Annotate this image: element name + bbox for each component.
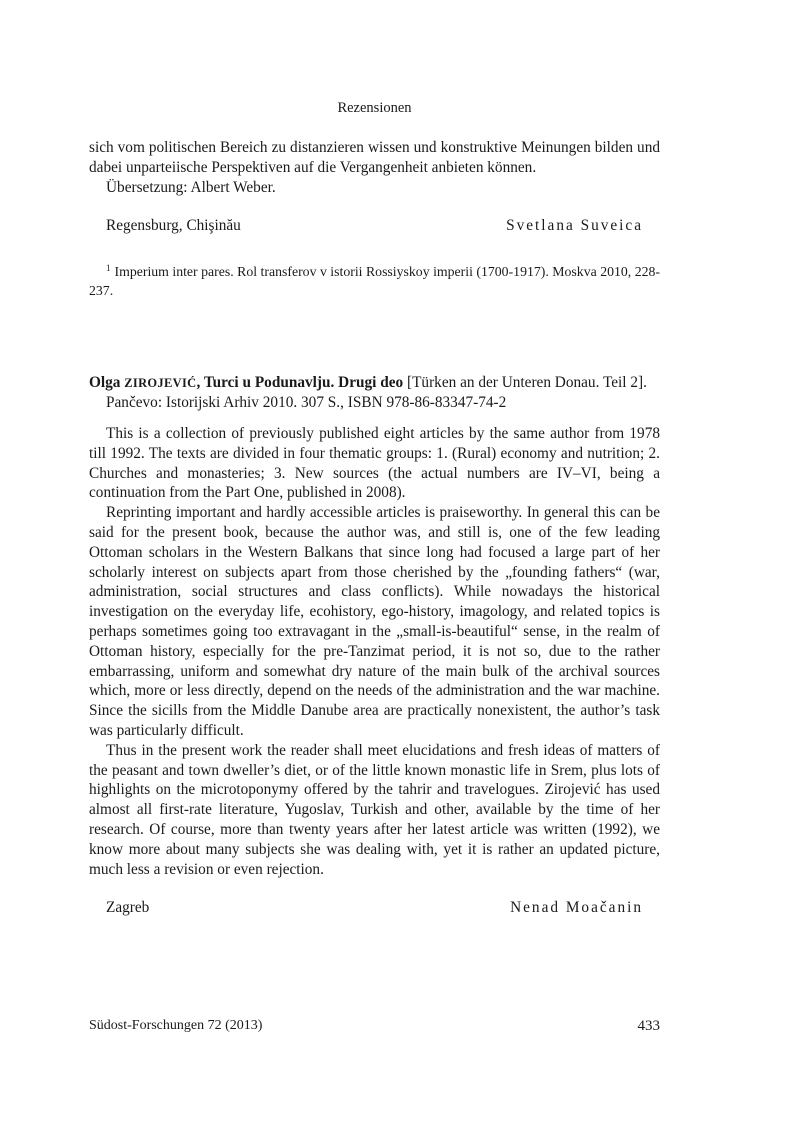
book-title: , Turci u Podunavlju. Drugi deo bbox=[196, 374, 404, 391]
book-imprint: Pančevo: Istorijski Arhiv 2010. 307 S., ISBN 978-86-83347-74-2 bbox=[106, 394, 507, 411]
review-1-body bbox=[89, 138, 660, 197]
review-2-paragraph-2: Reprinting important and hardly accessible articles is praiseworthy. In general this can be said for the present book, because the author was, and still is, one of the few leading Ottoman scholars in the Western Balkans that since long had focused a large part of her scholarly interest on subjects apart from those cherished by the „founding fathers“ (war, administration, social structures and class conflicts). While nowadays the historical investigation on the everyday life, ecohistory, ego-history, imagology, and related topics is perhaps sometimes going too extravagant in the „small-is-beautiful“ sense, in the realm of Ottoman history, especially for the pre-Tanzimat period, it is not so, due to the rather embarrassing, uniform and somewhat dry nature of the main bulk of the archival sources which, more or less directly, depend on the needs of the administration and the war machine. Since the sicills from the Middle Danube area are practically nonexistent, the author’s task was particularly difficult. bbox=[89, 504, 660, 739]
running-head: Rezensionen bbox=[337, 100, 412, 116]
page-number: 433 bbox=[637, 1018, 660, 1034]
review-2-heading bbox=[89, 373, 660, 413]
footnote bbox=[89, 259, 660, 300]
review-1-paragraph: sich vom politischen Bereich zu distanzieren wissen und konstruktive Meinungen bilden und dabei unparteiische Perspektiven auf die Vergangenheit anbieten können. bbox=[89, 139, 660, 176]
review-2-reviewer: Nenad Moačanin bbox=[510, 899, 643, 916]
review-2-paragraph-1: This is a collection of previously published eight articles by the same author from 1978 till 1992. The texts are divided in four thematic groups: 1. (Rural) economy and nutrition; 2. Churches and monasteries; 3. New sources (the actual numbers are IV–VI, being a continuation from the Part One, published in 2008). bbox=[89, 425, 660, 502]
review-1-author: Svetlana Suveica bbox=[506, 217, 643, 234]
translator-note: Übersetzung: Albert Weber. bbox=[106, 178, 276, 196]
book-title-translation: [Türken an der Unteren Donau. Teil 2]. bbox=[403, 374, 647, 391]
review-2-place: Zagreb bbox=[106, 899, 150, 916]
review-2-body bbox=[89, 424, 660, 879]
journal-citation: Südost-Forschungen 72 (2013) bbox=[89, 1018, 263, 1033]
review-2-paragraph-3: Thus in the present work the reader shall meet elucidations and fresh ideas of matters of the peasant and town dweller’s diet, or of the little known monastic life in Srem, plus lots of highlights on the microtoponymy offered by the tahrir and travelogues. Zirojević has used almost all first-rate literature, Yugoslav, Turkish and other, available by the time of her research. Of course, more than twenty years after her latest article was written (1992), we know more about many subjects she was dealing with, yet it is rather an updated picture, much less a revision or even rejection. bbox=[89, 741, 660, 878]
page bbox=[89, 0, 660, 1129]
book-author-first: Olga bbox=[89, 374, 125, 391]
book-author-last: ZIROJEVIĆ bbox=[124, 376, 197, 390]
footnote-text: Imperium inter pares. Rol transferov v istorii Rossiyskoy imperii (1700-1917). Moskva 2010, 228-237. bbox=[89, 264, 660, 298]
footnote-number: 1 bbox=[106, 263, 111, 273]
review-1-place: Regensburg, Chişinău bbox=[106, 217, 241, 234]
